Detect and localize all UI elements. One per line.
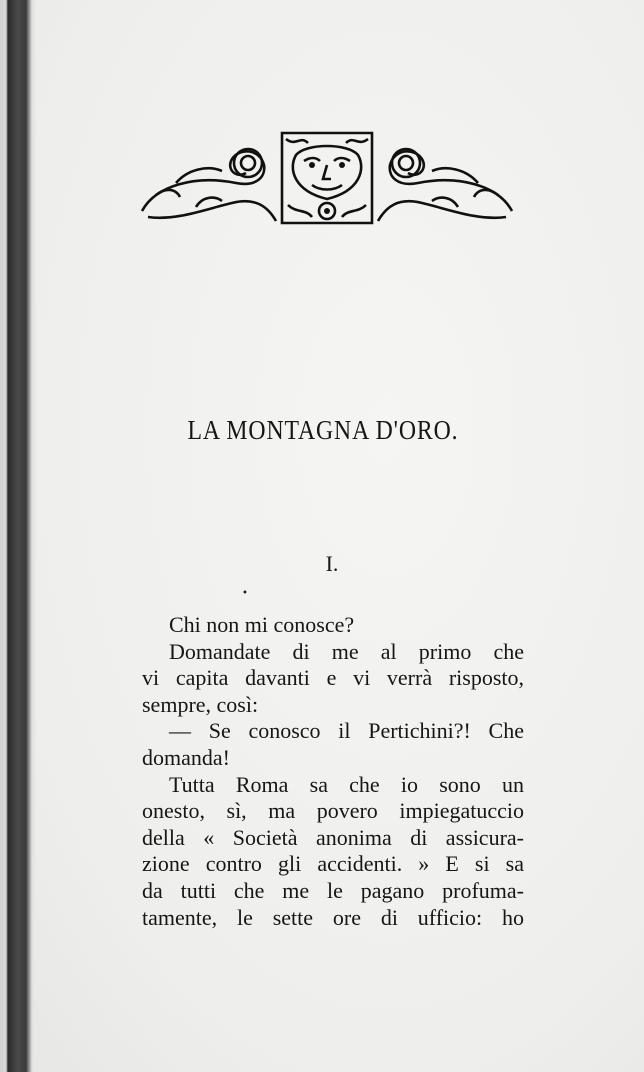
- text-line: Domandate di me al primo che: [169, 638, 524, 664]
- foliate-mask-ornament-icon: [136, 125, 518, 229]
- text-line: — Se conosco il Pertichini?! Che: [169, 718, 524, 744]
- text-line: sempre, così:: [142, 691, 259, 717]
- text-line: della « Società anonima di assicura-: [142, 824, 524, 850]
- story-title: LA MONTAGNA D'ORO.: [187, 415, 459, 445]
- text-line: da tutti che me le pagano profuma-: [142, 877, 524, 903]
- text-line: domanda!: [142, 744, 230, 770]
- body-text: [142, 612, 524, 931]
- text-line: tamente, le sette ore di ufficio: ho: [142, 904, 524, 930]
- text-line: Chi non mi conosce?: [169, 612, 355, 637]
- text-line: onesto, sì, ma povero impiegatuccio: [142, 798, 524, 824]
- text-line: Tutta Roma sa che io sono un: [169, 771, 524, 797]
- stray-mark: •: [242, 588, 248, 599]
- text-line: zione contro gli accidenti. » E si sa: [142, 851, 524, 877]
- text-line: vi capita davanti e vi verrà risposto,: [142, 665, 524, 691]
- chapter-number: I.: [325, 551, 339, 576]
- book-spine-edge: [0, 0, 36, 1072]
